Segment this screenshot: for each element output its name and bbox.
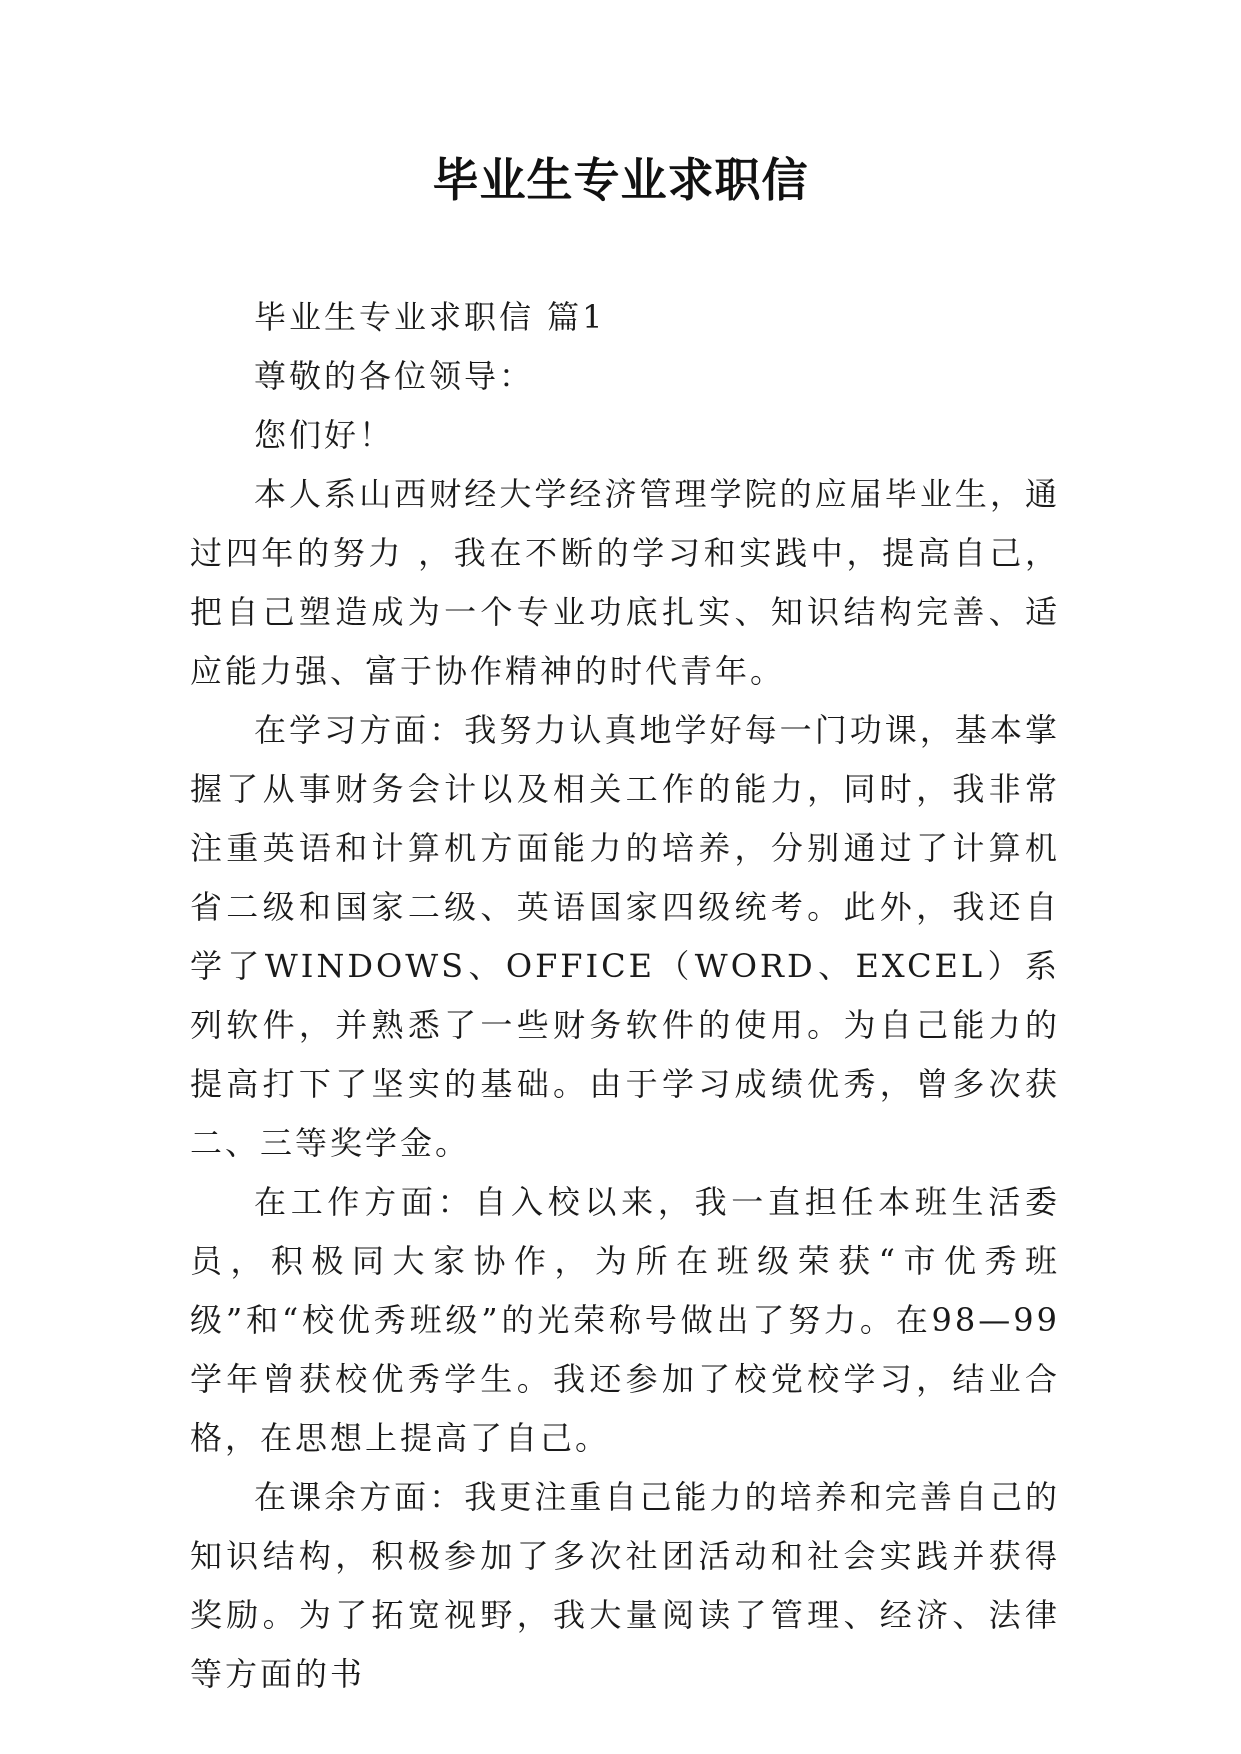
document-title: 毕业生专业求职信 — [432, 153, 809, 207]
work-paragraph: 在工作方面：自入校以来，我一直担任本班生活委员，积极同大家协作，为所在班级荣获“市优秀班级”和“校优秀班级”的光荣称号做出了努力。在98—99学年曾获校优秀学生。我还参加了校党校学习，结业合格，在思想上提高了自己。 — [190, 1183, 1060, 1457]
greeting: 您们好！ — [254, 416, 395, 454]
salutation: 尊敬的各位领导： — [254, 357, 535, 395]
section-heading: 毕业生专业求职信 篇1 — [254, 298, 606, 336]
study-paragraph: 在学习方面：我努力认真地学好每一门功课，基本掌握了从事财务会计以及相关工作的能力，同时，我非常注重英语和计算机方面能力的培养，分别通过了计算机省二级和国家二级、英语国家四级统考。此外，我还自学了WINDOWS、OFFICE（WORD、EXCEL）系列软件，并熟悉了一些财务软件的使用。为自己能力的提高打下了坚实的基础。由于学习成绩优秀，曾多次获二、三等奖学金。 — [190, 711, 1060, 1162]
letter-body — [190, 288, 1060, 1704]
extracurricular-paragraph: 在课余方面：我更注重自己能力的培养和完善自己的知识结构，积极参加了多次社团活动和社会实践并获得奖励。为了拓宽视野，我大量阅读了管理、经济、法律等方面的书 — [190, 1478, 1060, 1693]
intro-paragraph: 本人系山西财经大学经济管理学院的应届毕业生，通过四年的努力 ，我在不断的学习和实践中，提高自己，把自己塑造成为一个专业功底扎实、知识结构完善、适应能力强、富于协作精神的时代青年。 — [190, 475, 1060, 690]
